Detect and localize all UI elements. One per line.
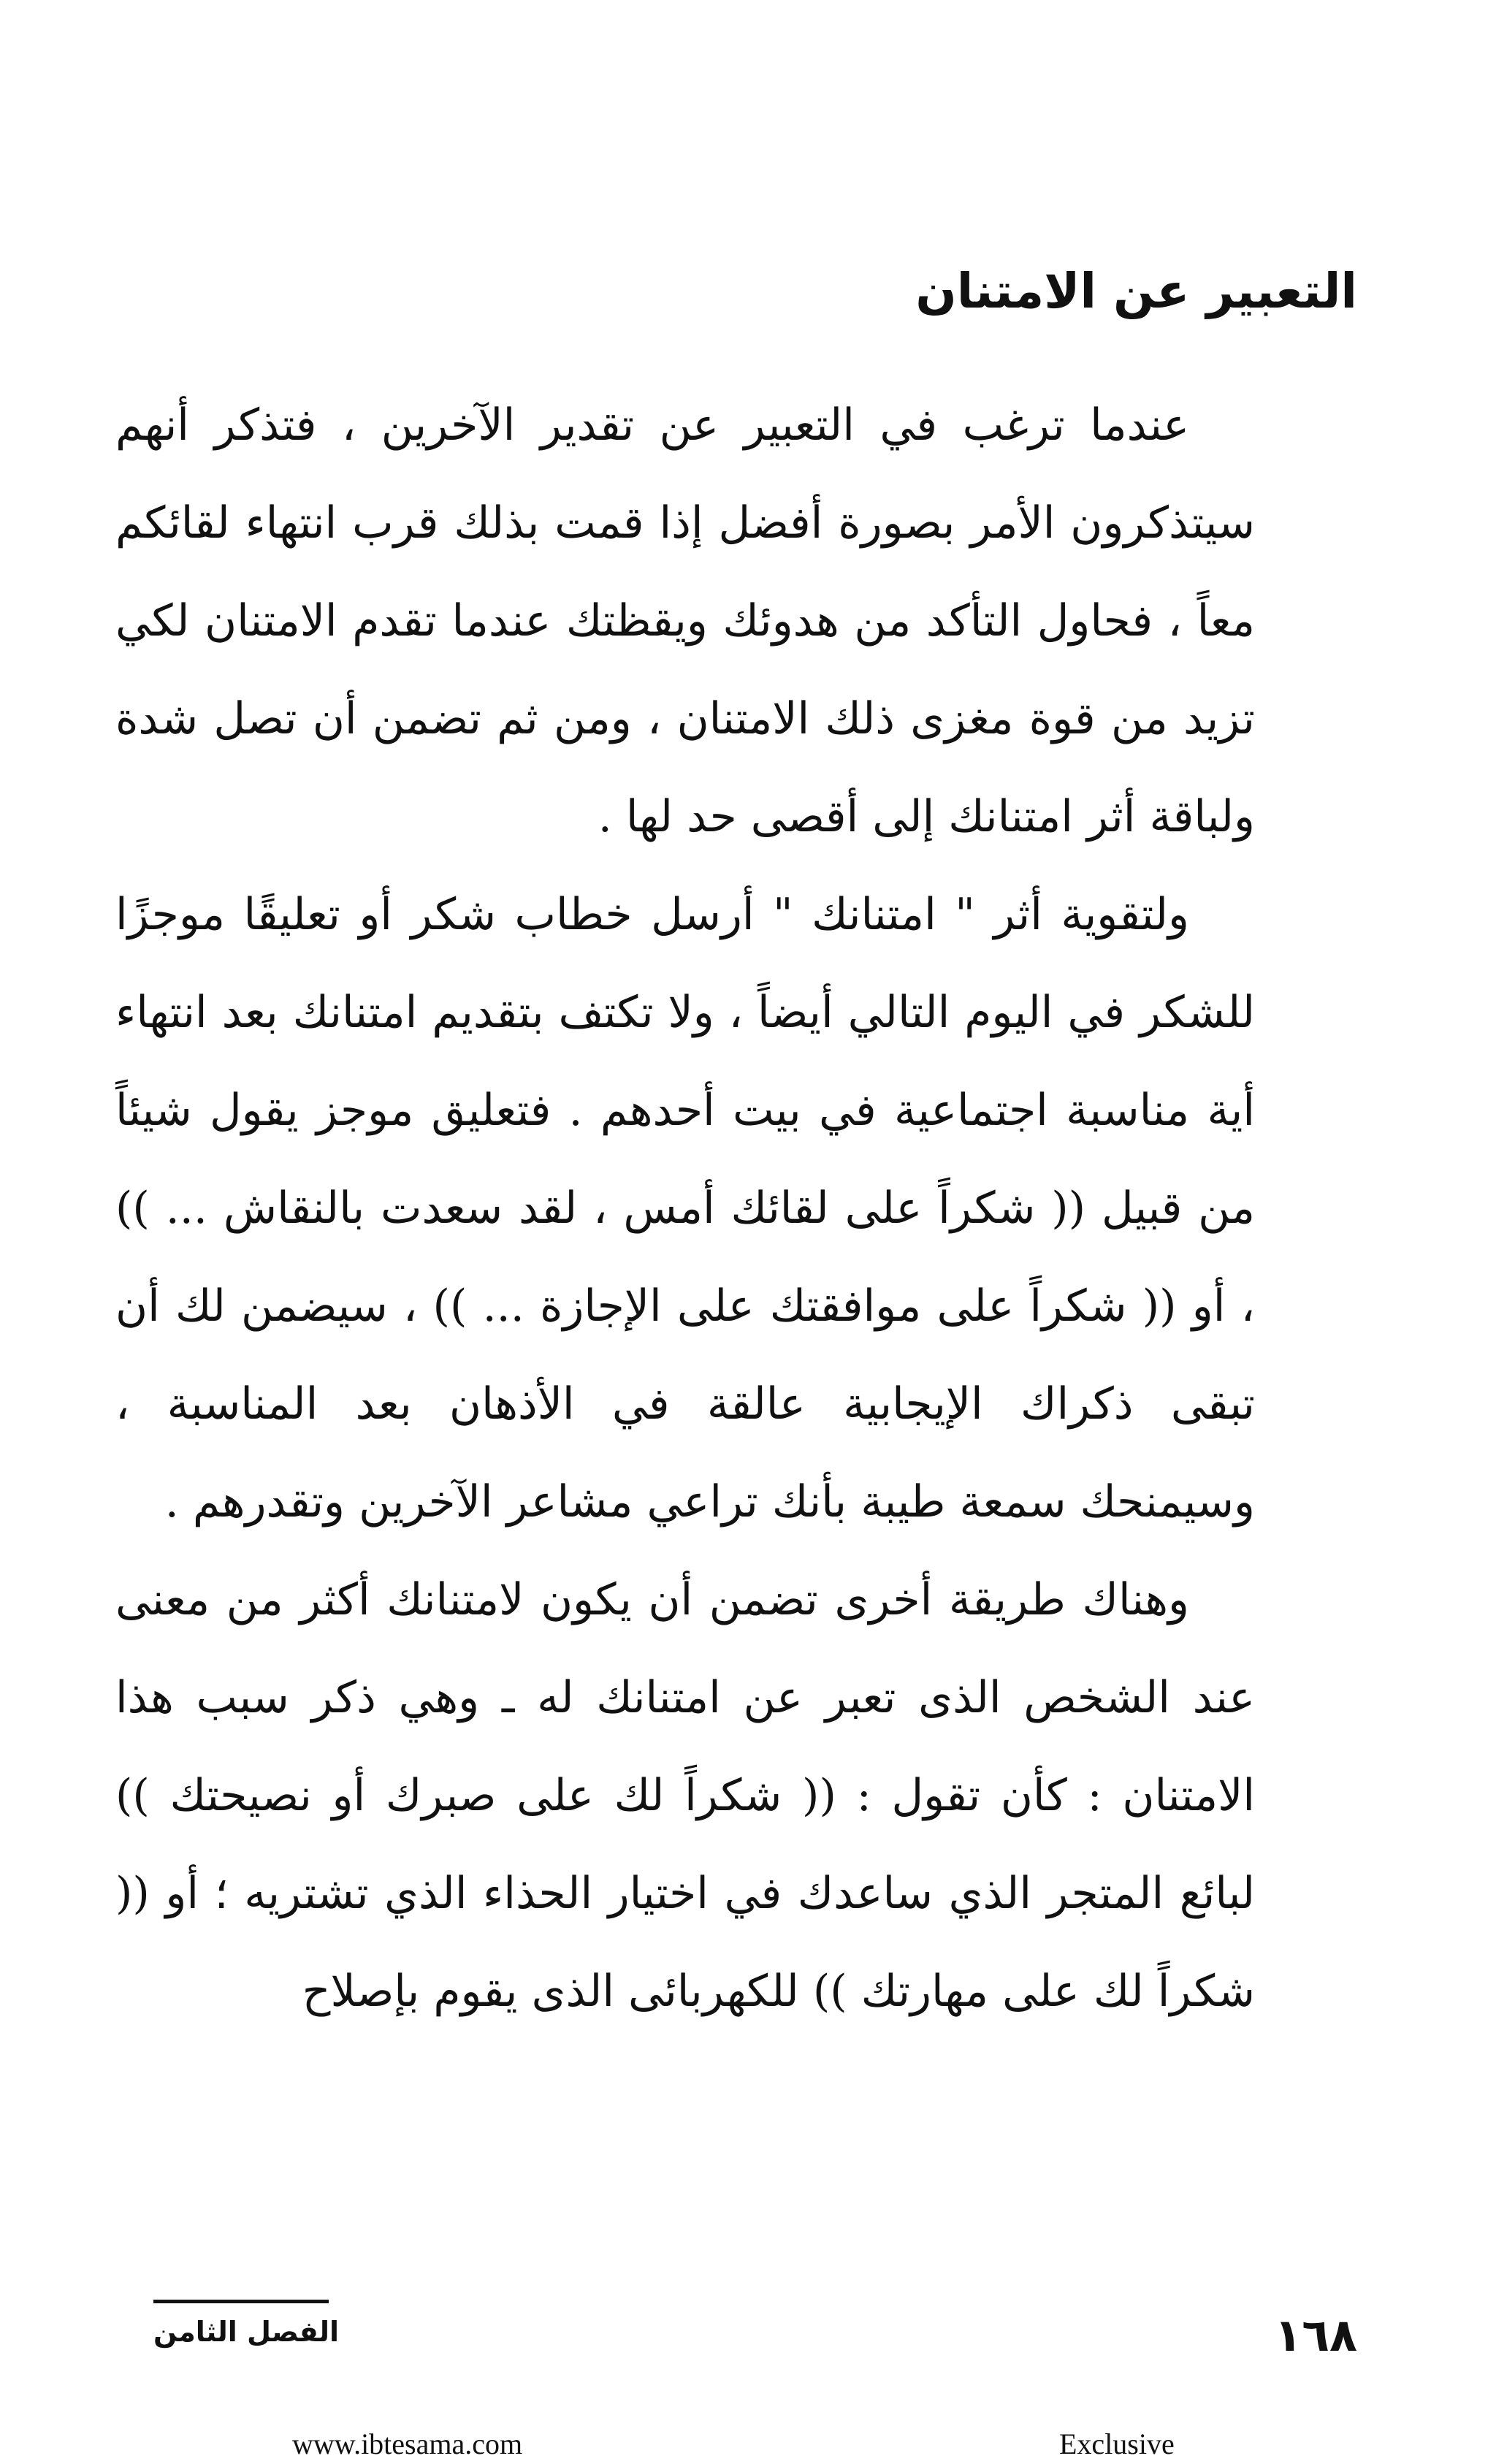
footer-divider (153, 2300, 329, 2303)
paragraph-2: ولتقوية أثر " امتنانك " أرسل خطاب شكر أو تعليقًا موجزًا للشكر في اليوم التالي أيضاً ، ولا تكتف بتقديم امتنانك بعد انتهاء أية مناسبة اجتماعية في بيت أحدهم . فتعليق موجز يقول شيئاً من قبيل (( شكراً على لقائك أمس ، لقد سعدت بالنقاش ... )) ، أو (( شكراً على موافقتك على الإجازة ... )) ، سيضمن لك أن تبقى ذكراك الإيجابية عالقة في الأذهان بعد المناسبة ، وسيمنحك سمعة طيبة بأنك تراعي مشاعر الآخرين وتقدرهم . (115, 889, 1255, 1527)
section-heading: التعبير عن الامتنان (915, 263, 1357, 319)
watermark-url: www.ibtesama.com (292, 2427, 523, 2460)
page-number: ١٦٨ (1274, 2308, 1357, 2362)
paragraph-1: عندما ترغب في التعبير عن تقدير الآخرين ، فتذكر أنهم سيتذكرون الأمر بصورة أفضل إذا قمت بذلك قرب انتهاء لقائكم معاً ، فحاول التأكد من هدوئك ويقظتك عندما تقدم الامتنان لكي تزيد من قوة مغزى ذلك الامتنان ، ومن ثم تضمن أن تصل شدة ولباقة أثر امتنانك إلى أقصى حد لها . (115, 400, 1255, 842)
body-text (115, 376, 1255, 2232)
chapter-label: الفصل الثامن (153, 2316, 340, 2348)
paragraph-3: وهناك طريقة أخرى تضمن أن يكون لامتنانك أكثر من معنى عند الشخص الذى تعبر عن امتنانك له ـ وهي ذكر سبب هذا الامتنان : كأن تقول : (( شكراً لك على صبرك أو نصيحتك )) لبائع المتجر الذي ساعدك في اختيار الحذاء الذي تشتريه ؛ أو (( شكراً لك على مهارتك )) للكهربائى الذى يقوم بإصلاح (115, 1574, 1255, 2017)
watermark-tag: Exclusive (1059, 2427, 1175, 2460)
